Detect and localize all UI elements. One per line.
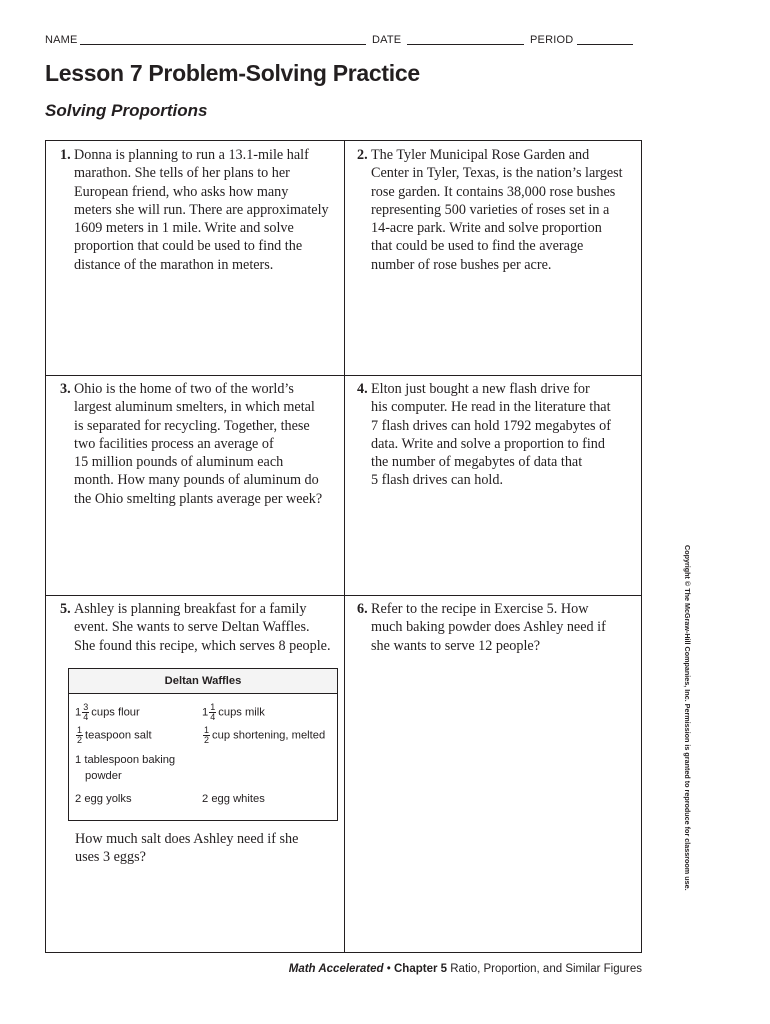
problem-line: is separated for recycling. Together, these	[74, 417, 310, 434]
problem-line: two facilities process an average of	[74, 435, 274, 452]
problem-line: 15 million pounds of aluminum each	[74, 454, 284, 471]
numerator: 1	[77, 725, 83, 735]
recipe-item-yolks: 2 egg yolks	[75, 793, 132, 805]
problem-number: 2.	[357, 147, 368, 163]
problem-line: his computer. He read in the literature that	[371, 399, 611, 416]
problem-line: Ashley is planning breakfast for a family	[74, 601, 307, 617]
problem-line: Center in Tyler, Texas, is the nation’s largest	[371, 165, 623, 182]
name-label: NAME	[45, 34, 78, 46]
footer-bullet: •	[386, 963, 391, 975]
grid-divider-vertical	[344, 141, 345, 952]
problem-line: representing 500 varieties of roses set in a	[371, 201, 610, 218]
ingredient-text: powder	[85, 770, 122, 782]
problem-line: meters she will run. There are approximately	[74, 201, 329, 218]
fraction	[82, 703, 89, 722]
date-field[interactable]	[407, 34, 524, 45]
problem-number: 5.	[60, 601, 71, 617]
problem-6	[357, 600, 641, 655]
recipe-item-milk	[202, 703, 265, 722]
page-footer	[289, 963, 642, 975]
problem-line: distance of the marathon in meters.	[74, 256, 274, 273]
fraction	[209, 703, 216, 722]
page-title: Lesson 7 Problem-Solving Practice	[45, 60, 420, 86]
problem-line: the Ohio smelting plants average per week?	[74, 490, 323, 507]
problem-2	[357, 146, 641, 274]
whole-number: 1	[75, 706, 82, 719]
fraction	[203, 726, 210, 745]
problem-line: Elton just bought a new flash drive for	[371, 381, 590, 397]
problem-line: she wants to serve 12 people?	[371, 637, 541, 654]
problem-number: 3.	[60, 381, 71, 397]
problem-5	[60, 600, 344, 655]
recipe-item-salt	[75, 726, 152, 745]
problem-line: Donna is planning to run a 13.1-mile half	[74, 147, 309, 163]
problem-line: She found this recipe, which serves 8 people.	[74, 637, 331, 654]
recipe-box	[68, 668, 338, 821]
denominator: 4	[210, 712, 216, 722]
fraction	[76, 726, 83, 745]
ingredient-text: cups milk	[218, 706, 265, 719]
problem-line: proportion that could be used to find the	[74, 238, 303, 255]
recipe-item-baking-powder	[75, 753, 175, 783]
ingredient-text: teaspoon salt	[85, 729, 152, 742]
problem-line: Refer to the recipe in Exercise 5. How	[371, 601, 589, 617]
problem-line: 7 flash drives can hold 1792 megabytes of	[371, 417, 611, 434]
footer-chapter: Chapter 5	[394, 963, 448, 975]
copyright-notice: Copyright © The McGraw-Hill Companies, Inc. Permission is granted to reproduce for classroom use.	[683, 545, 692, 891]
problem-number: 4.	[357, 381, 368, 397]
problem-line: event. She wants to serve Deltan Waffles.	[74, 619, 310, 636]
recipe-item-flour	[75, 703, 140, 722]
recipe-item-whites: 2 egg whites	[202, 793, 265, 805]
problem-line: Ohio is the home of two of the world’s	[74, 381, 294, 397]
problem-line: 1609 meters in 1 mile. Write and solve	[74, 220, 294, 237]
recipe-item-shortening	[202, 726, 325, 745]
problem-line: much baking powder does Ashley need if	[371, 619, 606, 636]
denominator: 2	[77, 735, 83, 745]
problem-line: marathon. She tells of her plans to her	[74, 165, 290, 182]
problem-3	[60, 380, 344, 508]
problem-line: 5 flash drives can hold.	[371, 472, 503, 489]
problem-line: 14-acre park. Write and solve proportion	[371, 220, 602, 237]
problem-grid	[45, 140, 642, 953]
problem-1	[60, 146, 344, 274]
problem-line: European friend, who asks how many	[74, 183, 289, 200]
denominator: 4	[83, 712, 89, 722]
problem-number: 1.	[60, 147, 71, 163]
ingredient-text: 1 tablespoon baking	[75, 754, 176, 766]
problem-line: largest aluminum smelters, in which metal	[74, 399, 315, 416]
problem-line: number of rose bushes per acre.	[371, 256, 552, 273]
recipe-title: Deltan Waffles	[69, 669, 337, 694]
problem-line: The Tyler Municipal Rose Garden and	[371, 147, 590, 163]
grid-divider-row-1	[46, 375, 641, 376]
date-label: DATE	[372, 34, 402, 46]
problem-line: rose garden. It contains 38,000 rose bushes	[371, 183, 616, 200]
problem-number: 6.	[357, 601, 368, 617]
problem-line: uses 3 eggs?	[75, 849, 146, 866]
numerator: 1	[210, 702, 216, 712]
numerator: 3	[83, 702, 89, 712]
page-subtitle: Solving Proportions	[45, 101, 208, 120]
denominator: 2	[204, 735, 210, 745]
grid-divider-row-2	[46, 595, 641, 596]
problem-5-followup	[75, 830, 335, 867]
problem-line: the number of megabytes of data that	[371, 454, 583, 471]
footer-book-title: Math Accelerated	[288, 963, 384, 975]
name-field[interactable]	[80, 34, 366, 45]
ingredient-text: cup shortening, melted	[212, 729, 326, 742]
whole-number: 1	[202, 706, 209, 719]
numerator: 1	[204, 725, 210, 735]
problem-line: How much salt does Ashley need if she	[75, 831, 299, 847]
problem-line: month. How many pounds of aluminum do	[74, 472, 319, 489]
period-label: PERIOD	[530, 34, 574, 46]
problem-line: that could be used to find the average	[371, 238, 584, 255]
ingredient-text: cups flour	[91, 706, 140, 719]
problem-line: data. Write and solve a proportion to find	[371, 435, 605, 452]
problem-4	[357, 380, 641, 490]
footer-chapter-title: Ratio, Proportion, and Similar Figures	[450, 963, 642, 975]
period-field[interactable]	[577, 34, 633, 45]
